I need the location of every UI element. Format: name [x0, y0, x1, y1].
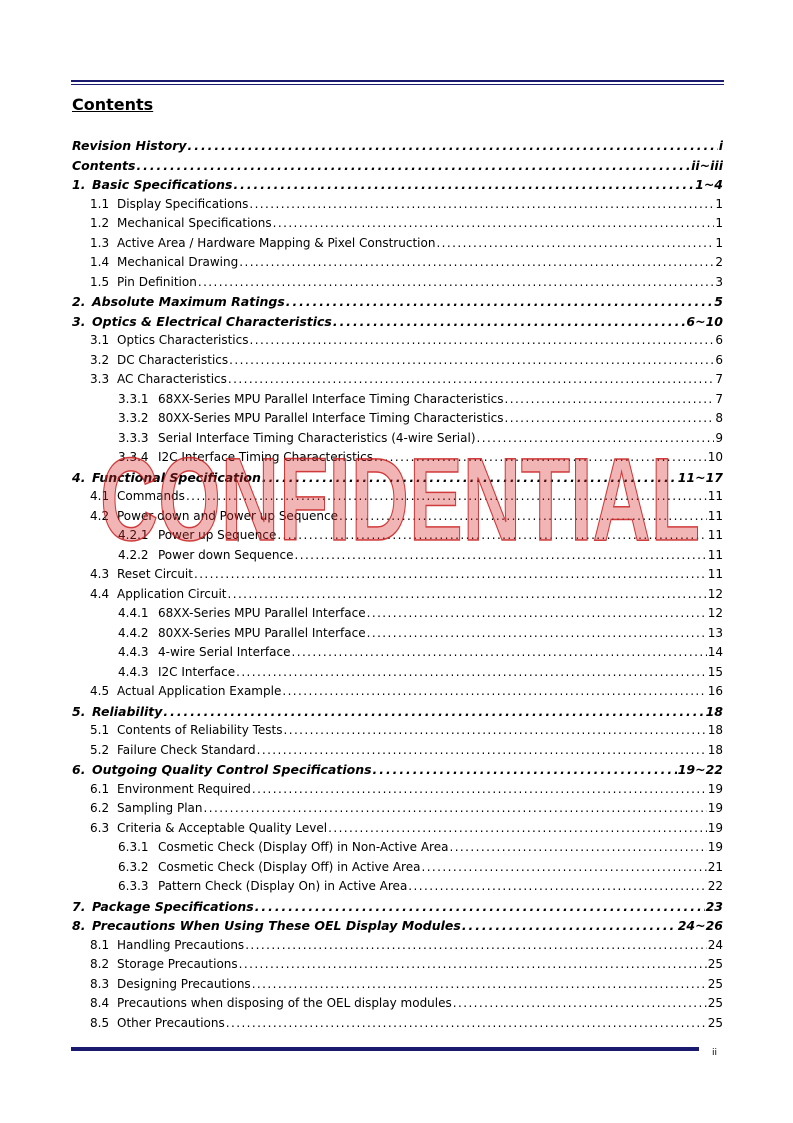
toc-entry-number: 8.4 — [90, 996, 110, 1010]
toc-entry-page: 24~26 — [677, 918, 723, 933]
toc-entry-page: 3 — [715, 274, 723, 289]
toc-dot-leader — [273, 216, 715, 230]
toc-entry-number: 3. — [72, 313, 86, 329]
toc-entry-page: 19 — [707, 840, 723, 854]
toc-entry[interactable] — [72, 977, 723, 997]
toc-entry-label: Basic Specifications — [92, 177, 233, 192]
footer-rule — [71, 1047, 699, 1051]
toc-dot-leader — [163, 704, 704, 719]
toc-entry[interactable] — [72, 996, 723, 1016]
toc-entry[interactable] — [72, 587, 723, 607]
toc-entry-label: Precautions when disposing of the OEL display modules — [117, 996, 452, 1010]
toc-entry-number: 4.4.3 — [118, 664, 149, 679]
toc-dot-leader — [186, 489, 707, 503]
toc-dot-leader — [436, 236, 714, 250]
toc-entry-label: 4-wire Serial Interface — [158, 645, 291, 659]
toc-dot-leader — [239, 255, 714, 269]
toc-entry-page: 11 — [707, 508, 723, 523]
toc-entry[interactable] — [72, 743, 723, 763]
toc-entry-label: Power down Sequence — [158, 547, 294, 562]
toc-entry[interactable] — [72, 353, 723, 373]
toc-dot-leader — [228, 587, 707, 601]
toc-entry-label: Pin Definition — [117, 274, 197, 289]
header-rule-thin — [71, 84, 724, 85]
toc-entry-label: Power up Sequence — [158, 528, 277, 542]
toc-entry-page: 11 — [707, 528, 723, 542]
toc-entry-number: 1.1 — [90, 196, 110, 211]
toc-entry-label: Optics & Electrical Characteristics — [92, 313, 332, 329]
toc-entry-number: 4.4.1 — [118, 606, 149, 620]
toc-entry-page: 19~22 — [677, 762, 723, 777]
toc-dot-leader — [421, 860, 706, 874]
toc-entry[interactable] — [72, 431, 723, 451]
toc-entry-page: 25 — [707, 1015, 723, 1030]
toc-dot-leader — [249, 333, 714, 347]
toc-dot-leader — [262, 470, 677, 485]
toc-entry-number: 8.1 — [90, 937, 110, 952]
toc-entry-number: 4.2.1 — [118, 528, 149, 542]
toc-entry-number: 4.1 — [90, 489, 110, 503]
toc-entry[interactable] — [72, 1016, 723, 1036]
toc-dot-leader — [505, 392, 715, 406]
toc-dot-leader — [477, 431, 715, 445]
toc-entry-label: Mechanical Drawing — [117, 255, 239, 269]
toc-entry-number: 6.3.3 — [118, 879, 149, 893]
toc-entry-page: 11 — [707, 489, 723, 503]
toc-entry[interactable] — [72, 723, 723, 743]
toc-entry[interactable] — [72, 626, 723, 646]
toc-entry[interactable] — [72, 216, 723, 236]
toc-entry-label: Storage Precautions — [117, 957, 238, 971]
toc-entry-number: 1.3 — [90, 235, 110, 250]
toc-dot-leader — [229, 353, 714, 367]
toc-entry-page: 16 — [707, 684, 723, 698]
toc-entry-page: 25 — [707, 957, 723, 971]
toc-entry-label: Cosmetic Check (Display Off) in Active Area — [158, 859, 421, 874]
toc-entry-number: 8.3 — [90, 976, 110, 991]
toc-entry[interactable] — [72, 879, 723, 899]
toc-dot-leader — [277, 528, 706, 542]
toc-entry[interactable] — [72, 158, 723, 178]
toc-entry-label: DC Characteristics — [117, 352, 229, 367]
header-rule — [71, 80, 724, 82]
toc-entry-page: 6~10 — [686, 313, 723, 329]
toc-entry[interactable] — [72, 314, 723, 334]
toc-dot-leader — [194, 567, 707, 581]
toc-entry-page: 13 — [707, 625, 723, 640]
toc-entry-number: 1.2 — [90, 216, 110, 230]
toc-entry-number: 3.3 — [90, 372, 110, 386]
toc-entry-page: 6 — [715, 352, 723, 367]
toc-entry-number: 3.3.2 — [118, 411, 149, 425]
toc-entry-number: 6. — [72, 762, 86, 777]
toc-entry-label: Failure Check Standard — [117, 742, 256, 757]
toc-entry[interactable] — [72, 938, 723, 958]
toc-entry-label: Active Area / Hardware Mapping & Pixel Construction — [117, 235, 436, 250]
toc-entry-number: 1. — [72, 177, 86, 192]
toc-entry[interactable] — [72, 255, 723, 275]
toc-entry[interactable] — [72, 899, 723, 919]
toc-entry-number: 6.3.2 — [118, 859, 149, 874]
toc-entry-number: 8. — [72, 918, 86, 933]
toc-dot-leader — [294, 548, 706, 562]
toc-dot-leader — [252, 977, 707, 991]
toc-entry-page: 12 — [707, 586, 723, 601]
toc-entry-number: 8.2 — [90, 957, 110, 971]
toc-entry-number: 5. — [72, 703, 86, 719]
toc-entry[interactable] — [72, 567, 723, 587]
toc-entry[interactable] — [72, 470, 723, 490]
toc-entry-page: 19 — [707, 781, 723, 796]
toc-entry-page: 21 — [707, 859, 723, 874]
toc-entry[interactable] — [72, 957, 723, 977]
toc-entry[interactable] — [72, 665, 723, 685]
toc-entry-label: Criteria & Acceptable Quality Level — [117, 820, 328, 835]
toc-entry-page: 1~4 — [695, 177, 723, 192]
toc-entry-label: Contents — [72, 157, 136, 173]
toc-dot-leader — [505, 411, 715, 425]
toc-entry-number: 6.1 — [90, 781, 110, 796]
toc-entry-label: Designing Precautions — [117, 976, 251, 991]
toc-dot-leader — [453, 996, 707, 1010]
toc-entry-page: 2 — [715, 255, 723, 269]
toc-entry-label: 68XX-Series MPU Parallel Interface — [158, 606, 366, 620]
toc-entry[interactable] — [72, 197, 723, 217]
toc-entry[interactable] — [72, 509, 723, 529]
toc-entry-label: Precautions When Using These OEL Display Modules — [92, 918, 461, 933]
toc-entry-label: Optics Characteristics — [117, 333, 249, 347]
toc-entry-label: Pattern Check (Display On) in Active Area — [158, 879, 408, 893]
toc-entry-page: ii~iii — [691, 157, 723, 173]
toc-dot-leader — [286, 294, 714, 309]
toc-entry-label: Revision History — [72, 138, 187, 153]
toc-entry-label: Environment Required — [117, 781, 251, 796]
toc-entry-number: 4.4.2 — [118, 625, 149, 640]
toc-entry-label: Serial Interface Timing Characteristics (4-wire Serial) — [158, 430, 476, 445]
toc-entry[interactable] — [72, 762, 723, 782]
toc-dot-leader — [462, 918, 677, 933]
toc-entry-page: 11 — [707, 547, 723, 562]
toc-entry-number: 2. — [72, 294, 86, 309]
toc-entry-page: 1 — [715, 216, 723, 230]
toc-dot-leader — [328, 821, 707, 835]
toc-entry-page: 7 — [715, 372, 723, 386]
toc-entry[interactable] — [72, 528, 723, 548]
toc-entry[interactable] — [72, 372, 723, 392]
toc-dot-leader — [373, 762, 677, 777]
toc-entry-page: 25 — [707, 996, 723, 1010]
toc-entry-label: Outgoing Quality Control Specifications — [92, 762, 372, 777]
toc-entry-label: 80XX-Series MPU Parallel Interface — [158, 625, 366, 640]
toc-dot-leader — [239, 957, 707, 971]
toc-dot-leader — [282, 684, 706, 698]
toc-entry-label: Contents of Reliability Tests — [117, 723, 283, 737]
toc-entry[interactable] — [72, 782, 723, 802]
toc-entry-label: Power down and Power up Sequence — [117, 508, 339, 523]
toc-entry[interactable] — [72, 411, 723, 431]
toc-entry-number: 6.2 — [90, 801, 110, 815]
toc-entry-page: 18 — [707, 723, 723, 737]
toc-entry-number: 5.2 — [90, 742, 110, 757]
toc-dot-leader — [245, 938, 707, 952]
toc-entry-label: Package Specifications — [92, 898, 254, 914]
toc-dot-leader — [188, 138, 718, 153]
toc-entry[interactable] — [72, 704, 723, 724]
toc-entry-number: 6.3.1 — [118, 840, 149, 854]
toc-entry-page: 6 — [715, 333, 723, 347]
toc-entry-label: Absolute Maximum Ratings — [92, 294, 285, 309]
toc-entry-number: 4.4 — [90, 586, 110, 601]
toc-entry-number: 6.3 — [90, 820, 110, 835]
toc-entry-page: 7 — [715, 391, 723, 406]
toc-entry-number: 5.1 — [90, 723, 110, 737]
toc-entry-number: 1.4 — [90, 255, 110, 269]
toc-entry[interactable] — [72, 821, 723, 841]
toc-entry-number: 4.5 — [90, 684, 110, 698]
toc-entry-page: 1 — [715, 196, 723, 211]
toc-entry-number: 3.3.3 — [118, 430, 149, 445]
toc-dot-leader — [367, 606, 707, 620]
toc-entry-page: 11 — [707, 567, 723, 581]
page-title: Contents — [72, 95, 154, 114]
toc-entry-label: Reset Circuit — [117, 567, 193, 581]
toc-entry-page: 22 — [707, 879, 723, 893]
toc-entry-label: Actual Application Example — [117, 684, 282, 698]
toc-entry-number: 3.3.4 — [118, 450, 149, 464]
toc-entry-label: 80XX-Series MPU Parallel Interface Timing Characteristics — [158, 411, 504, 425]
toc-entry[interactable] — [72, 236, 723, 256]
toc-entry[interactable] — [72, 548, 723, 568]
toc-entry-page: 23 — [705, 898, 723, 914]
toc-entry[interactable] — [72, 645, 723, 665]
toc-entry-page: 14 — [707, 645, 723, 659]
toc-dot-leader — [236, 665, 707, 679]
toc-entry-label: Display Specifications — [117, 196, 249, 211]
toc-entry[interactable] — [72, 333, 723, 353]
toc-entry-number: 4. — [72, 469, 86, 485]
toc-entry-label: Handling Precautions — [117, 937, 245, 952]
toc-dot-leader — [449, 840, 706, 854]
toc-entry-label: AC Characteristics — [117, 372, 227, 386]
toc-dot-leader — [252, 782, 707, 796]
toc-entry[interactable] — [72, 606, 723, 626]
toc-dot-leader — [204, 801, 707, 815]
toc-entry[interactable] — [72, 138, 723, 158]
toc-dot-leader — [249, 197, 714, 211]
toc-entry-page: 5 — [714, 294, 723, 309]
watermark-text: CONFIDENTIAL — [100, 434, 700, 566]
toc-entry-label: Reliability — [92, 703, 163, 719]
toc-entry-page: 18 — [707, 742, 723, 757]
toc-entry[interactable] — [72, 294, 723, 314]
toc-entry-page: 9 — [715, 430, 723, 445]
toc-entry-page: 25 — [707, 976, 723, 991]
table-of-contents — [72, 138, 723, 1035]
toc-entry[interactable] — [72, 392, 723, 412]
toc-entry-label: Sampling Plan — [117, 801, 203, 815]
toc-entry-label: Functional Specification — [92, 469, 261, 485]
toc-entry[interactable] — [72, 450, 723, 470]
toc-entry[interactable] — [72, 801, 723, 821]
toc-dot-leader — [233, 177, 694, 192]
toc-entry[interactable] — [72, 684, 723, 704]
toc-entry-page: 19 — [707, 801, 723, 815]
toc-entry-page: 11~17 — [677, 469, 723, 485]
toc-entry-page: 24 — [707, 937, 723, 952]
toc-entry-page: 1 — [715, 235, 723, 250]
toc-entry-number: 4.4.3 — [118, 645, 149, 659]
toc-entry-label: Mechanical Specifications — [117, 216, 272, 230]
footer-page-number: ii — [712, 1048, 718, 1058]
toc-entry-number: 8.5 — [90, 1015, 110, 1030]
toc-entry-page: 12 — [707, 606, 723, 620]
toc-entry-page: i — [718, 138, 723, 153]
toc-entry-page: 18 — [705, 703, 723, 719]
toc-dot-leader — [136, 158, 690, 173]
toc-dot-leader — [284, 723, 707, 737]
toc-entry-number: 4.2.2 — [118, 547, 149, 562]
toc-entry[interactable] — [72, 860, 723, 880]
toc-entry-number: 4.2 — [90, 508, 110, 523]
toc-entry-page: 19 — [707, 820, 723, 835]
toc-dot-leader — [374, 450, 707, 464]
toc-entry-page: 15 — [707, 664, 723, 679]
toc-dot-leader — [228, 372, 714, 386]
toc-dot-leader — [226, 1016, 707, 1030]
toc-entry-label: Commands — [117, 489, 185, 503]
toc-dot-leader — [255, 899, 705, 914]
toc-entry-label: 68XX-Series MPU Parallel Interface Timing Characteristics — [158, 391, 504, 406]
toc-entry-label: I2C Interface — [158, 664, 236, 679]
toc-entry[interactable] — [72, 840, 723, 860]
toc-entry-page: 8 — [715, 411, 723, 425]
toc-entry-label: Other Precautions — [117, 1015, 225, 1030]
toc-dot-leader — [291, 645, 706, 659]
toc-entry[interactable] — [72, 177, 723, 197]
toc-dot-leader — [339, 509, 707, 523]
toc-dot-leader — [198, 275, 715, 289]
toc-entry-number: 1.5 — [90, 274, 110, 289]
toc-entry-label: Cosmetic Check (Display Off) in Non-Active Area — [158, 840, 449, 854]
toc-entry-number: 4.3 — [90, 567, 110, 581]
toc-entry-page: 10 — [707, 450, 723, 464]
toc-entry-number: 7. — [72, 898, 86, 914]
toc-entry-label: I2C Interface Timing Characteristics — [158, 450, 373, 464]
toc-entry-number: 3.3.1 — [118, 391, 149, 406]
toc-dot-leader — [257, 743, 707, 757]
toc-entry[interactable] — [72, 275, 723, 295]
toc-entry[interactable] — [72, 918, 723, 938]
toc-dot-leader — [367, 626, 707, 640]
toc-entry-number: 3.2 — [90, 352, 110, 367]
toc-entry-label: Application Circuit — [117, 586, 227, 601]
toc-entry[interactable] — [72, 489, 723, 509]
toc-dot-leader — [333, 314, 686, 329]
toc-dot-leader — [408, 879, 706, 893]
toc-entry-number: 3.1 — [90, 333, 110, 347]
